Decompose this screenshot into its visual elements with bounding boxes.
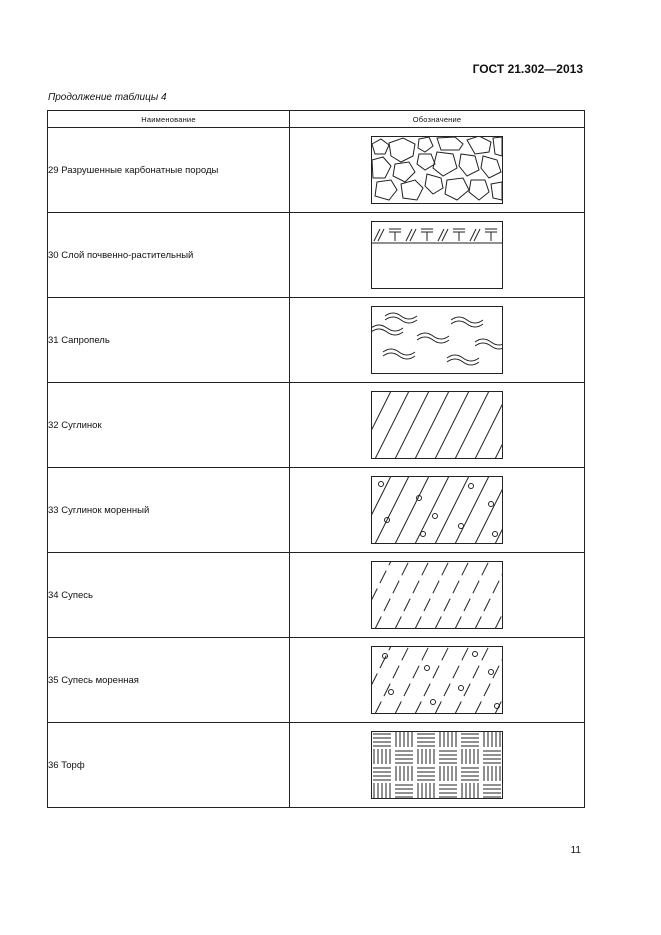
moraine-loam-pattern-icon [371, 476, 503, 544]
moraine-sandy-loam-pattern-icon [371, 646, 503, 714]
table-row [48, 468, 585, 553]
table-row [48, 298, 585, 383]
row-symbol [290, 723, 585, 808]
row-symbol [290, 468, 585, 553]
peat-pattern-icon [371, 731, 503, 799]
table-row [48, 383, 585, 468]
table-row [48, 638, 585, 723]
column-header-name: Наименование [48, 111, 290, 128]
table-row [48, 553, 585, 638]
table-row [48, 723, 585, 808]
soil-vegetation-layer-pattern-icon [371, 221, 503, 289]
row-name: 30 Слой почвенно-растительный [48, 213, 290, 298]
column-header-symbol: Обозначение [290, 111, 585, 128]
table-row [48, 213, 585, 298]
page-number: 11 [570, 845, 581, 856]
row-symbol [290, 383, 585, 468]
broken-carbonate-rocks-pattern-icon [371, 136, 503, 204]
table-header-row [48, 111, 585, 128]
table-continuation-caption: Продолжение таблицы 4 [48, 92, 167, 103]
standard-number: ГОСТ 21.302—2013 [472, 62, 583, 76]
row-symbol [290, 298, 585, 383]
row-name: 33 Суглинок моренный [48, 468, 290, 553]
row-name: 32 Суглинок [48, 383, 290, 468]
legend-table [47, 110, 585, 808]
sandy-loam-pattern-icon [371, 561, 503, 629]
row-name: 29 Разрушенные карбонатные породы [48, 128, 290, 213]
row-name: 34 Супесь [48, 553, 290, 638]
row-symbol [290, 553, 585, 638]
row-name: 36 Торф [48, 723, 290, 808]
sapropel-pattern-icon [371, 306, 503, 374]
loam-pattern-icon [371, 391, 503, 459]
row-symbol [290, 638, 585, 723]
row-symbol [290, 128, 585, 213]
row-name: 35 Супесь моренная [48, 638, 290, 723]
row-name: 31 Сапропель [48, 298, 290, 383]
row-symbol [290, 213, 585, 298]
table-row [48, 128, 585, 213]
